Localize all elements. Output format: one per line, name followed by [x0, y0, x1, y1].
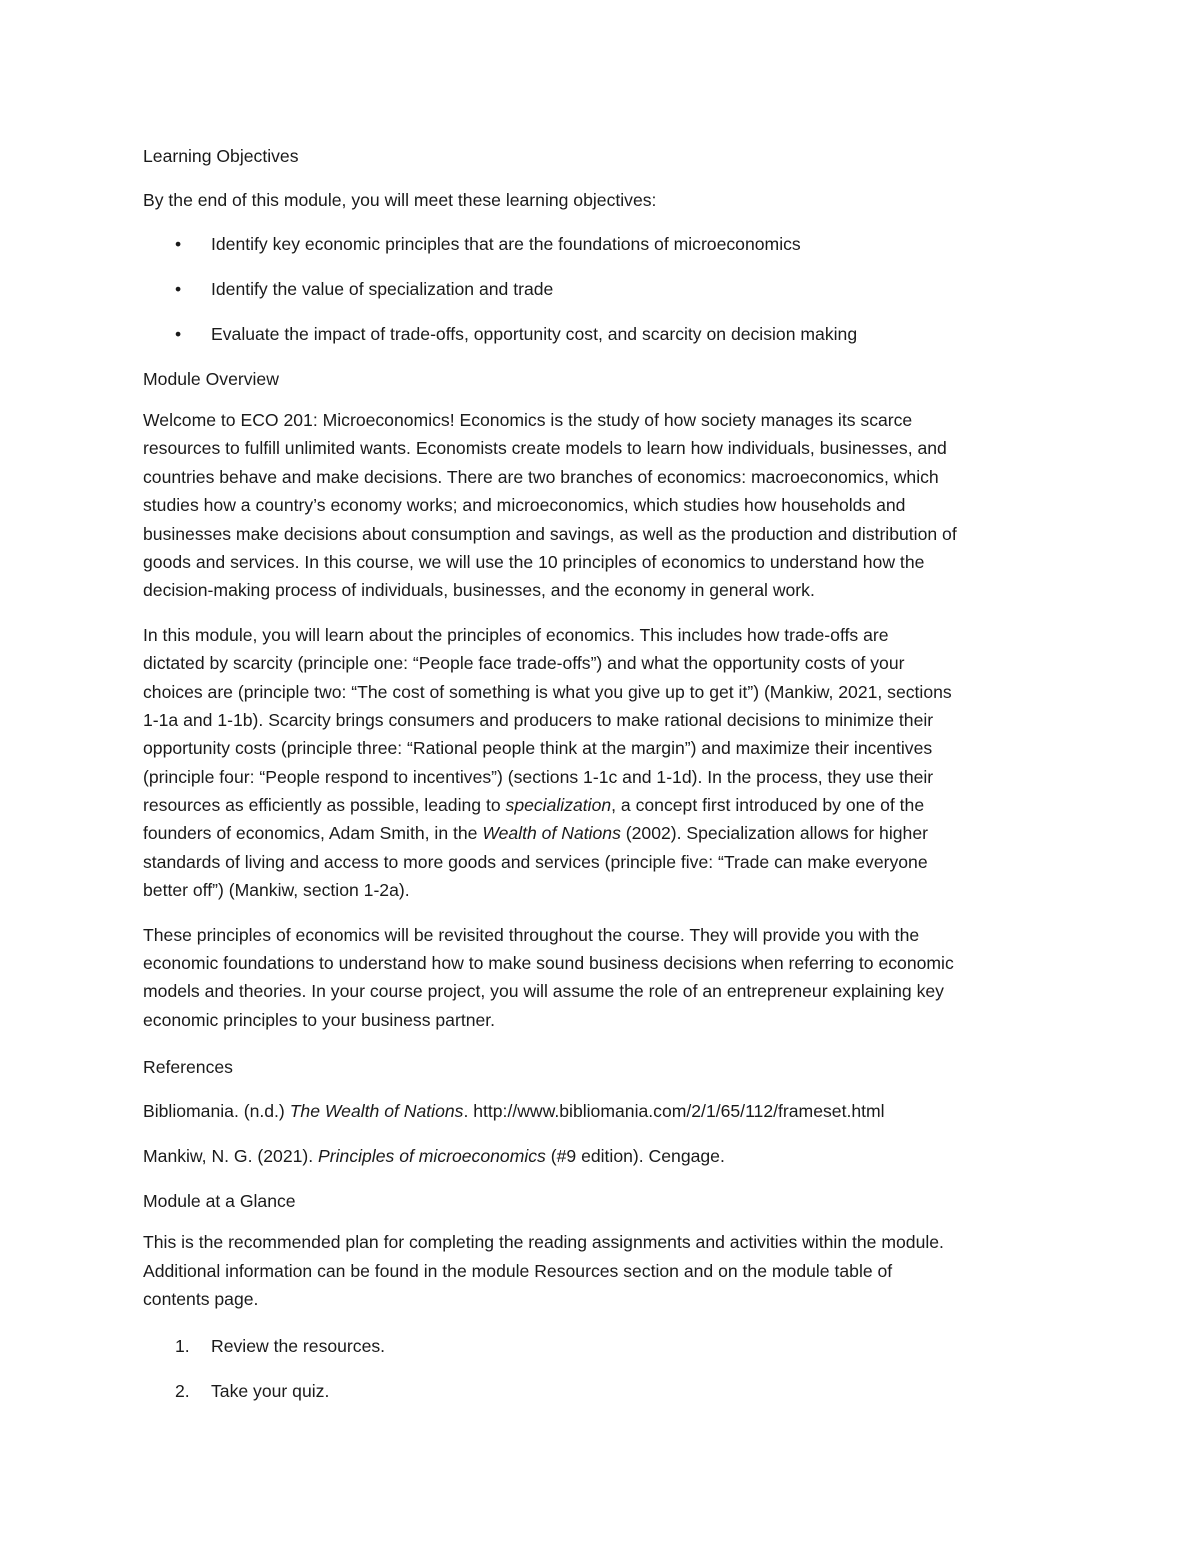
paragraph-spacer: [143, 905, 1063, 921]
paragraph-line: studies how a country’s economy works; and microeconomics, which studies how households and: [143, 495, 906, 516]
text-run: Bibliomania. (n.d.): [143, 1101, 290, 1122]
paragraph-line: standards of living and access to more goods and services (principle five: “Trade can make everyone: [143, 851, 928, 872]
steps-list: [143, 1329, 1063, 1419]
objectives-intro: By the end of this module, you will meet these learning objectives:: [143, 190, 657, 210]
text-run: , a concept first introduced by one of the: [611, 795, 925, 816]
paragraph-line: models and theories. In your course project, you will assume the role of an entrepreneur explaining key: [143, 981, 944, 1002]
list-item: [143, 272, 1063, 317]
paragraph-spacer: [143, 1313, 1063, 1329]
italic-title: The Wealth of Nations: [289, 1101, 464, 1122]
objective-text: Identify the value of specialization and trade: [211, 279, 554, 299]
paragraph-spacer: [143, 1034, 1063, 1050]
text-run: (#9 edition). Cengage.: [545, 1146, 725, 1167]
paragraph-line: dictated by scarcity (principle one: “People face trade-offs”) and what the opportunity costs of your: [143, 653, 905, 674]
text-run: (2002). Specialization allows for higher: [620, 823, 928, 844]
references-heading: References: [143, 1057, 233, 1078]
paragraph-line: economic principles to your business partner.: [143, 1009, 496, 1030]
objective-text: Identify key economic principles that are the foundations of microeconomics: [211, 234, 801, 254]
paragraph-line: opportunity costs (principle three: “Rational people think at the margin”) and maximize their incentives: [143, 738, 933, 759]
list-item: [143, 1374, 1063, 1419]
paragraph-line: [143, 819, 1063, 847]
overview-paragraph-3: [143, 921, 1063, 1035]
text-run: founders of economics, Adam Smith, in the: [143, 823, 483, 844]
paragraph-line: contents page.: [143, 1288, 259, 1309]
paragraph-line: economic foundations to understand how to make sound business decisions when referring to economic: [143, 953, 954, 974]
objectives-list: [143, 227, 1063, 362]
reference-entry: [143, 1139, 1063, 1184]
overview-paragraph-2: [143, 621, 1063, 905]
italic-title: Wealth of Nations: [482, 823, 621, 844]
bullet-icon: •: [175, 234, 182, 254]
paragraph-spacer: [143, 605, 1063, 621]
module-at-a-glance-heading: Module at a Glance: [143, 1191, 296, 1212]
paragraph-line: (principle four: “People respond to incentives”) (sections 1-1c and 1-1d). In the process, they use their: [143, 766, 934, 787]
document-body: [143, 139, 1063, 1419]
reference-entry: [143, 1094, 1063, 1139]
paragraph-line: Welcome to ECO 201: Microeconomics! Economics is the study of how society manages its scarce: [143, 410, 913, 430]
paragraph-line: 1-1a and 1-1b). Scarcity brings consumers and producers to make rational decisions to minimize their: [143, 709, 934, 730]
text-run: Mankiw, N. G. (2021).: [143, 1146, 319, 1167]
paragraph-line: goods and services. In this course, we will use the 10 principles of economics to understand how the: [143, 551, 925, 572]
text-run: resources as efficiently as possible, leading to: [143, 795, 506, 816]
step-text: Take your quiz.: [211, 1381, 330, 1402]
step-text: Review the resources.: [211, 1336, 386, 1357]
paragraph-line: These principles of economics will be revisited throughout the course. They will provide you with the: [143, 924, 920, 945]
overview-paragraph-1: [143, 406, 1063, 605]
paragraph-line: resources to fulfill unlimited wants. Economists create models to learn how individuals, businesses, and: [143, 438, 947, 459]
list-item: [143, 317, 1063, 362]
paragraph-line: Additional information can be found in the module Resources section and on the module table of: [143, 1260, 893, 1281]
paragraph-line: countries behave and make decisions. There are two branches of economics: macroeconomics, which: [143, 466, 939, 487]
paragraph-line: This is the recommended plan for completing the reading assignments and activities within the module.: [143, 1232, 944, 1253]
paragraph-line: In this module, you will learn about the principles of economics. This includes how trade-offs are: [143, 624, 889, 645]
paragraph-line: better off”) (Mankiw, section 1-2a).: [143, 880, 410, 901]
module-overview-heading: Module Overview: [143, 369, 279, 389]
step-number: 1.: [175, 1336, 190, 1357]
paragraph-line: decision-making process of individuals, businesses, and the economy in general work.: [143, 580, 815, 601]
italic-term: specialization: [505, 795, 612, 816]
paragraph-line: choices are (principle two: “The cost of something is what you give up to get it”) (Mankiw, 2021, sections: [143, 681, 952, 702]
list-item: [143, 227, 1063, 272]
reference-url: . http://www.bibliomania.com/2/1/65/112/frameset.html: [463, 1101, 885, 1122]
glance-paragraph: [143, 1228, 1063, 1313]
paragraph-line: [143, 791, 1063, 819]
list-item: [143, 1329, 1063, 1374]
italic-title: Principles of microeconomics: [318, 1146, 546, 1167]
bullet-icon: •: [175, 324, 182, 344]
objective-text: Evaluate the impact of trade-offs, opportunity cost, and scarcity on decision making: [211, 324, 858, 344]
learning-objectives-heading: Learning Objectives: [143, 146, 299, 166]
bullet-icon: •: [175, 279, 182, 299]
step-number: 2.: [175, 1381, 190, 1402]
paragraph-line: businesses make decisions about consumption and savings, as well as the production and distribution of: [143, 523, 957, 544]
